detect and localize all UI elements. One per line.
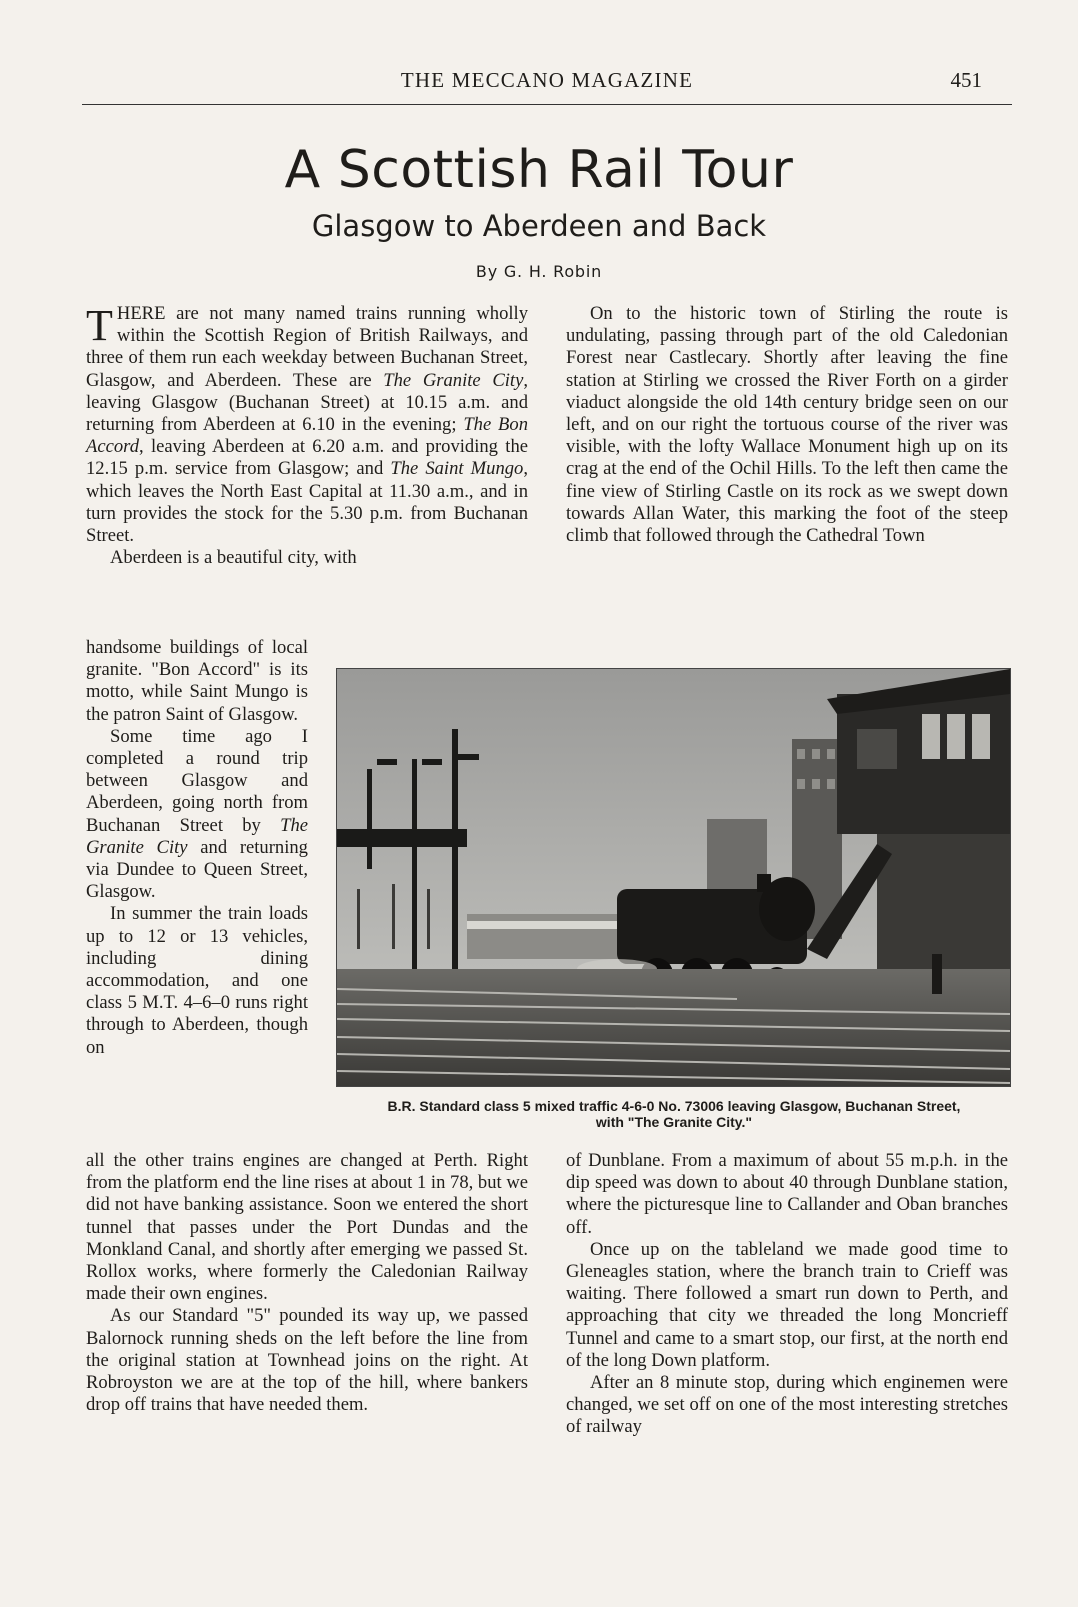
- article-byline: By G. H. Robin: [475, 262, 603, 281]
- drop-cap: T: [86, 301, 113, 350]
- paragraph: As our Standard "5" pounded its way up, we passed Balornock running sheds on the left before the line from the original station at Townhead joins on the right. At Robroyston we are at the top of the hill, where bankers drop off trains that have needed them.: [86, 1305, 528, 1416]
- paragraph: THERE are not many named trains running wholly within the Scottish Region of British Railways, and three of them run each weekday between Buchanan Street, Glasgow, and Aberdeen. These are The Granite City, leaving Glasgow (Buchanan Street) at 10.15 a.m. and returning from Aberdeen at 6.10 in the evening; The Bon Accord, leaving Aberdeen at 6.20 a.m. and providing the 12.15 p.m. service from Glasgow; and The Saint Mungo, which leaves the North East Capital at 11.30 a.m., and in turn provides the stock for the 5.30 p.m. from Buchanan Street.: [86, 301, 528, 547]
- photo-illustration: [337, 669, 1010, 1086]
- paragraph: In summer the train loads up to 12 or 13 vehicles, including dining accommodation, and one class 5 M.T. 4–6–0 runs right through to Aberdeen, though on: [86, 903, 308, 1058]
- paragraph: Once up on the tableland we made good time to Gleneagles station, where the branch train to Crieff was waiting. There followed a smart run down to Perth, and approaching that city we threaded the long Moncrieff Tunnel and came to a smart stop, our first, at the north end of the long Down platform.: [566, 1238, 1008, 1371]
- magazine-name: THE MECCANO MAGAZINE: [400, 68, 694, 92]
- paragraph: handsome buildings of local granite. "Bon Accord" is its motto, while Saint Mungo is the patron Saint of Glasgow.: [86, 637, 308, 725]
- paragraph: On to the historic town of Stirling the route is undulating, passing through part of the old Caledonian Forest near Castlecary. Shortly after leaving the fine station at Stirling we crossed the River Forth on a girder viaduct alongside the old 14th century bridge seen on our left, and on our right the tortuous course of the river was visible, with the lofty Wallace Monument high up on its crag at the end of the Ochil Hills. To the left then came the fine view of Stirling Castle on its rock as we swept down towards Allan Water, this marking the foot of the steep climb that followed through the Cathedral Town: [566, 303, 1008, 547]
- running-head: [82, 68, 1012, 105]
- article-title: A Scottish Rail Tour: [284, 140, 794, 200]
- right-column-bottom: [566, 1150, 1008, 1439]
- caption-line-2: with "The Granite City.": [595, 1114, 753, 1130]
- right-column-top: [566, 303, 1008, 547]
- paragraph: Some time ago I completed a round trip between Glasgow and Aberdeen, going north from Buchanan Street by The Granite City and returning via Dundee to Queen Street, Glasgow.: [86, 725, 308, 903]
- caption-line-1: B.R. Standard class 5 mixed traffic 4-6-0 No. 73006 leaving Glasgow, Buchanan Street,: [387, 1098, 961, 1114]
- article-subtitle: Glasgow to Aberdeen and Back: [311, 209, 767, 243]
- left-column-narrow: [86, 637, 308, 1059]
- paragraph: Aberdeen is a beautiful city, with: [110, 547, 357, 569]
- paragraph: After an 8 minute stop, during which enginemen were changed, we set off on one of the most interesting stretches of railway: [566, 1372, 1008, 1438]
- locomotive-photo: [336, 668, 1011, 1087]
- left-column-top: [86, 303, 528, 569]
- page-number: 451: [950, 68, 982, 92]
- photo-caption: [334, 1098, 1014, 1130]
- paragraph: all the other trains engines are changed at Perth. Right from the platform end the line rises at about 1 in 78, but we did not have banking assistance. Soon we entered the short tunnel that passes under the Port Dundas and the Monkland Canal, and shortly after emerging we passed St. Rollox works, where formerly the Caledonian Railway made their own engines.: [86, 1150, 529, 1305]
- paragraph: of Dunblane. From a maximum of about 55 m.p.h. in the dip speed was down to about 40 through Dunblane station, where the picturesque line to Callander and Oban branches off.: [566, 1150, 1008, 1238]
- left-column-bottom: [86, 1150, 528, 1416]
